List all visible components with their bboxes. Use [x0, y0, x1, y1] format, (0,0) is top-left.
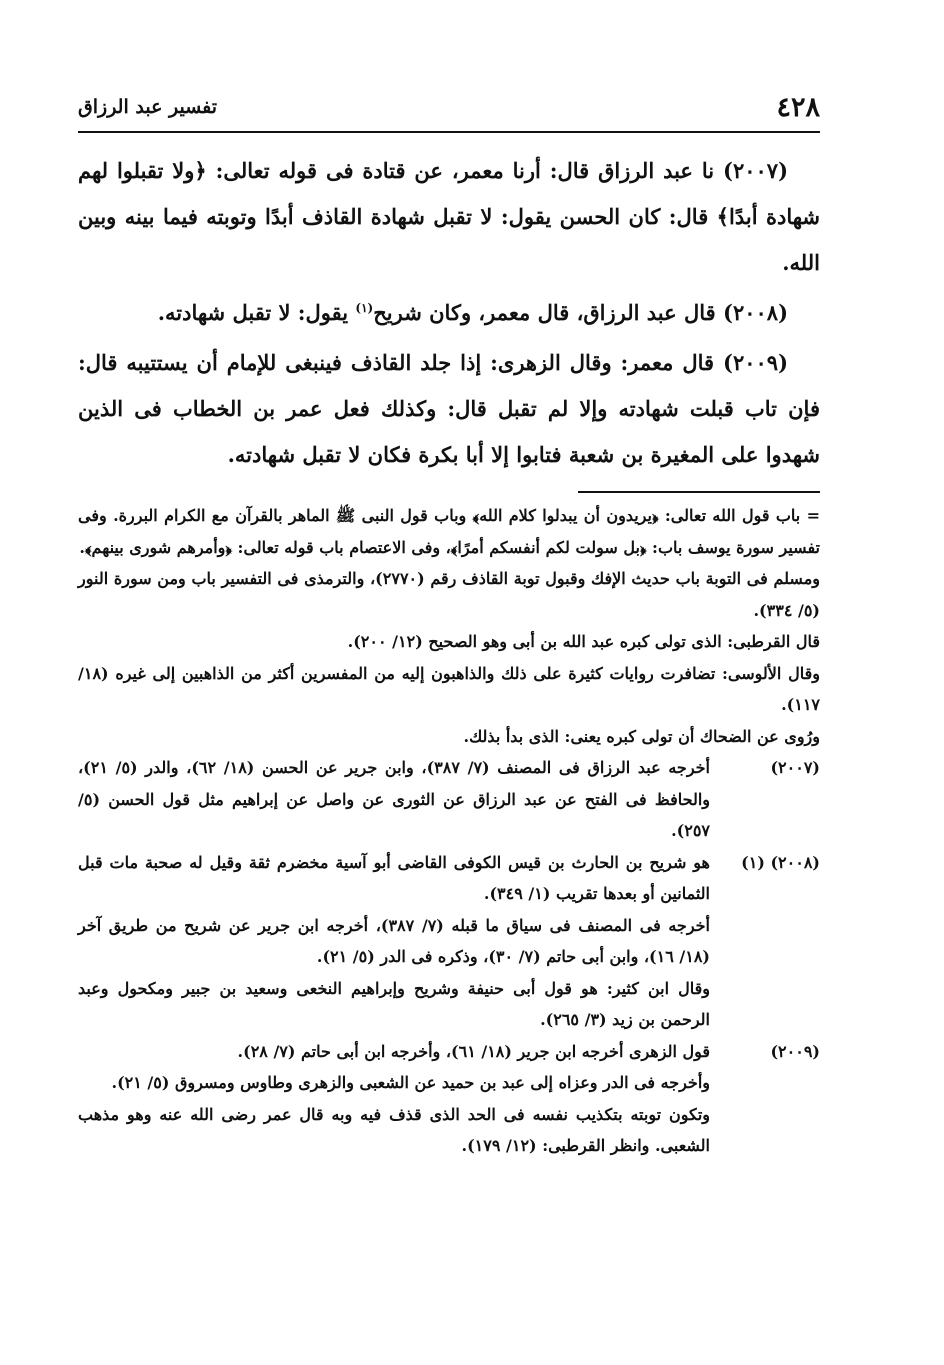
hadith-number: (٢٠٠٨)	[723, 300, 788, 325]
footnote-paragraph: قول الزهرى أخرجه ابن جرير (١٨/ ٦١)، وأخرجه ابن أبى حاتم (٧/ ٢٨).	[237, 1041, 710, 1061]
footnote-paragraph: ورُوى عن الضحاك أن تولى كبره يعنى: الذى بدأ بذلك.	[463, 726, 820, 746]
running-head	[78, 90, 820, 130]
footnote-paragraph: = باب قول الله تعالى: ﴿يريدون أن يبدلوا كلام الله﴾ وباب قول النبى ﷺ الماهر بالقرآن مع الكرام البررة. وفى تفسير سورة يوسف باب: ﴿بل سولت لكم أنفسكم أمرًا﴾، وفى الاعتصام باب قوله تعالى: ﴿وأمرهم شورى بينهم﴾.	[78, 506, 820, 557]
hadith-number: (٢٠٠٧)	[723, 158, 788, 183]
footnote-paragraph: أخرجه فى المصنف فى سياق ما قبله (٧/ ٣٨٧)، أخرجه ابن جرير عن شريح من طريق آخر (١٨/ ١٦)، وابن أبى حاتم (٧/ ٣٠)، وذكره فى الدر (٥/ ٢١).	[78, 915, 710, 966]
main-text	[78, 148, 820, 482]
footnote-paragraph: هو شريح بن الحارث بن قيس الكوفى القاضى أبو آسية مخضرم ثقة وقيل له صحبة مات قبل الثمانين أو بعدها تقريب (١/ ٣٤٩).	[78, 852, 710, 903]
footnote-paragraph: وتكون توبته بتكذيب نفسه فى الحد الذى قذف فيه وبه قال عمر رضى الله عنه وهو مذهب الشعبى. وانظر القرطبى: (١٢/ ١٧٩).	[78, 1104, 710, 1155]
footnote-reference: (١)	[355, 301, 374, 315]
footnote-paragraph: أخرجه عبد الرزاق فى المصنف (٧/ ٣٨٧)، وابن جرير عن الحسن (١٨/ ٦٢)، والدر (٥/ ٢١)، والحافظ فى الفتح عن عبد الرزاق عن الثورى عن واصل عن إبراهيم مثل قول الحسن (٥/ ٢٥٧).	[78, 758, 710, 840]
footnote-continuation	[78, 500, 820, 752]
footnote-number: (٢٠٠٨) (١)	[741, 852, 820, 872]
hadith-text: قال معمر: وقال الزهرى: إذا جلد القاذف فينبغى للإمام أن يستتيبه قال: فإن تاب قبلت شهادته وإلا لم تقبل قال: وكذلك فعل عمر بن الخطاب فى الذين شهدوا على المغيرة بن شعبة فتابوا إلا أبا بكرة فكان لا تقبل شهادته.	[78, 350, 820, 467]
footnote-entry-2007	[78, 752, 820, 847]
footnote-body	[78, 1036, 710, 1162]
hadith-2009	[78, 340, 820, 478]
footnote-entry-2009	[78, 1036, 820, 1162]
footnote-paragraph: وقال الألوسى: تضافرت روايات كثيرة على ذلك والذاهبون إليه من المفسرين أكثر من الذاهبين إلى غيره (١٨/ ١١٧).	[78, 663, 820, 714]
footnote-paragraph: وأخرجه فى الدر وعزاه إلى عبد بن حميد عن الشعبى والزهرى وطاوس ومسروق (٥/ ٢١).	[111, 1073, 710, 1092]
footnote-entry-2008	[78, 847, 820, 1036]
footnote-paragraph: وقال ابن كثير: هو قول أبى حنيفة وشريح وإبراهيم النخعى وسعيد بن جبير ومكحول وعبد الرحمن بن زيد (٣/ ٢٦٥).	[78, 978, 710, 1029]
hadith-text: قال عبد الرزاق، قال معمر، وكان شريح	[373, 300, 716, 325]
footnote-paragraph: ومسلم فى التوبة باب حديث الإفك وقبول توبة القاذف رقم (٢٧٧٠)، والترمذى فى التفسير باب ومن سورة النور (٥/ ٣٣٤).	[78, 569, 820, 620]
header-rule	[78, 131, 820, 133]
hadith-number: (٢٠٠٩)	[723, 350, 788, 375]
footnotes	[78, 500, 820, 1162]
footnote-paragraph: قال القرطبى: الذى تولى كبره عبد الله بن أبى وهو الصحيح (١٢/ ٢٠٠).	[347, 632, 820, 651]
hadith-2008	[78, 290, 820, 336]
footnote-number: (٢٠٠٧)	[770, 758, 820, 777]
footnote-number: (٢٠٠٩)	[770, 1041, 820, 1061]
hadith-text: نا عبد الرزاق قال: أرنا معمر، عن قتادة فى قوله تعالى: ﴿ولا تقبلوا لهم شهادة أبدًا﴾ قال: كان الحسن يقول: لا تقبل شهادة القاذف أبدًا وتوبته فيما بينه وبين الله.	[78, 158, 820, 275]
book-title: تفسير عبد الرزاق	[78, 96, 218, 118]
footnote-separator	[578, 491, 820, 493]
footnote-body	[78, 752, 710, 847]
footnote-body	[78, 847, 710, 1036]
hadith-text: يقول: لا تقبل شهادته.	[157, 300, 349, 325]
hadith-2007	[78, 148, 820, 286]
page-number: ٤٢٨	[776, 92, 820, 123]
